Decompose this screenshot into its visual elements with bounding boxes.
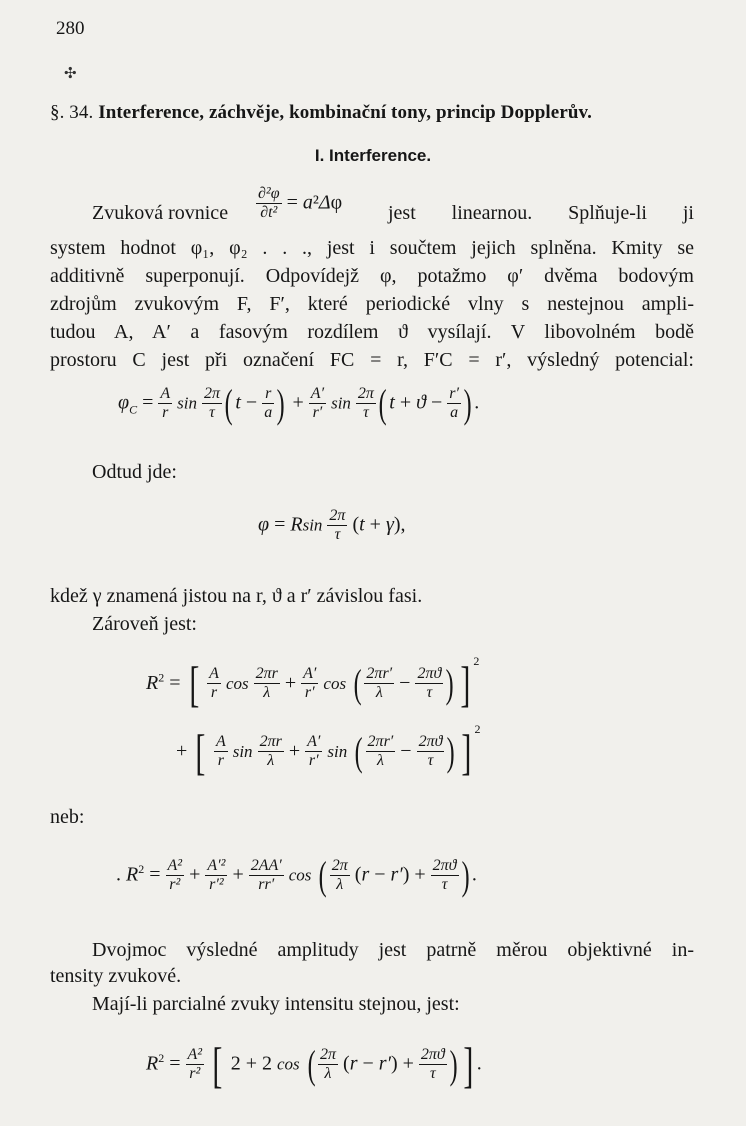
page-number: 280: [56, 18, 85, 39]
equation-phi-c: $\varphi_C$ = $\frac{A}{r}$ sin $\frac{2\pi}{\tau}$ ( t − $\frac{r}{a}$ ) + $\frac{A'}{r'}$ sin $\frac{2\pi}{\tau}$ ( t + ϑ − $\frac{r'}{a}$ ) .: [118, 381, 480, 426]
section-heading: [50, 102, 592, 124]
text-dvojmoc-2: tensity zvukové.: [50, 965, 182, 987]
equation-r2-equal: $R^2$ = $\frac{\text{A²}}{\text{r²}}$ [ 2 + 2 cos ( $\frac{2\pi}{\lambda}$ (r − r′) + $\frac{2\pi ϑ}{\tau}$ ) ] .: [146, 1037, 482, 1093]
equation-phi-r: φ = Rsin $\frac{2\pi}{\tau}$ (t + γ),: [258, 507, 406, 543]
text-line-4: zdrojům zvukovým F, F′, které periodické vlny s nestejnou ampli-: [50, 293, 694, 315]
text-neb: neb:: [50, 806, 85, 828]
text-maji: Mají-li parcialné zvuky intensitu stejnou, jest:: [92, 993, 460, 1015]
text-line-2: system hodnot φ₁, φ₂ . . ., jest i součtem jejich splněna. Kmity se: [50, 237, 694, 259]
text-line-5: tudou A, A′ a fasovým rozdílem ϑ vysílají. V libovolném bodě: [50, 321, 694, 343]
text-line-1a: Zvuková rovnice: [92, 202, 229, 224]
equation-r2-line1: $R^2$ = [ $\frac{A}{r}$ cos $\frac{2\pi r}{\lambda}$ + $\frac{A'}{r'}$ cos ( $\frac{2\pi r'}{\lambda}$ − $\frac{2\pi ϑ}{\tau}$ ) ] $^2$: [146, 654, 480, 713]
text-line-6: prostoru C jest při označení FC = r, F′C = r′, výsledný potencial:: [50, 349, 694, 371]
text-odtud: Odtud jde:: [92, 461, 177, 483]
text-line-3: additivně superponují. Odpovídejž φ, potažmo φ′ dvěma bodovým: [50, 265, 694, 287]
section-number: §. 34.: [50, 102, 94, 123]
wave-equation: $\frac{\text{∂²φ}}{\text{∂t²}}$ = a²Δφ: [258, 185, 343, 221]
equation-r2-expanded: . $R^2$ = $\frac{\text{A²}}{\text{r²}}$ + $\frac{\text{A′²}}{\text{r′²}}$ + $\frac{2AA'}{rr'}$ cos ( $\frac{2\pi}{\lambda}$ (r − r′) + $\frac{2\pi ϑ}{\tau}$ ) .: [116, 853, 477, 898]
text-kdez: kdež γ znamená jistou na r, ϑ a r′ závislou fasi.: [50, 585, 423, 607]
equation-r2-line2: + [ $\frac{A}{r}$ sin $\frac{2\pi r}{\lambda}$ + $\frac{A'}{r'}$ sin ( $\frac{2\pi r'}{\lambda}$ − $\frac{2\pi ϑ}{\tau}$ ) ] $^2$: [176, 722, 481, 781]
subsection-heading: I. Interference.: [314, 146, 432, 165]
section-title: Interference, záchvěje, kombinační tony, princip Dopplerův.: [98, 102, 592, 123]
text-zaroven: Zároveň jest:: [92, 613, 197, 635]
text-line-1b: jest linearnou. Splňuje-li ji: [388, 202, 694, 224]
ornament-icon: ✣: [64, 66, 77, 82]
text-dvojmoc-1: Dvojmoc výsledné amplitudy jest patrně měrou objektivné in-: [92, 939, 694, 961]
